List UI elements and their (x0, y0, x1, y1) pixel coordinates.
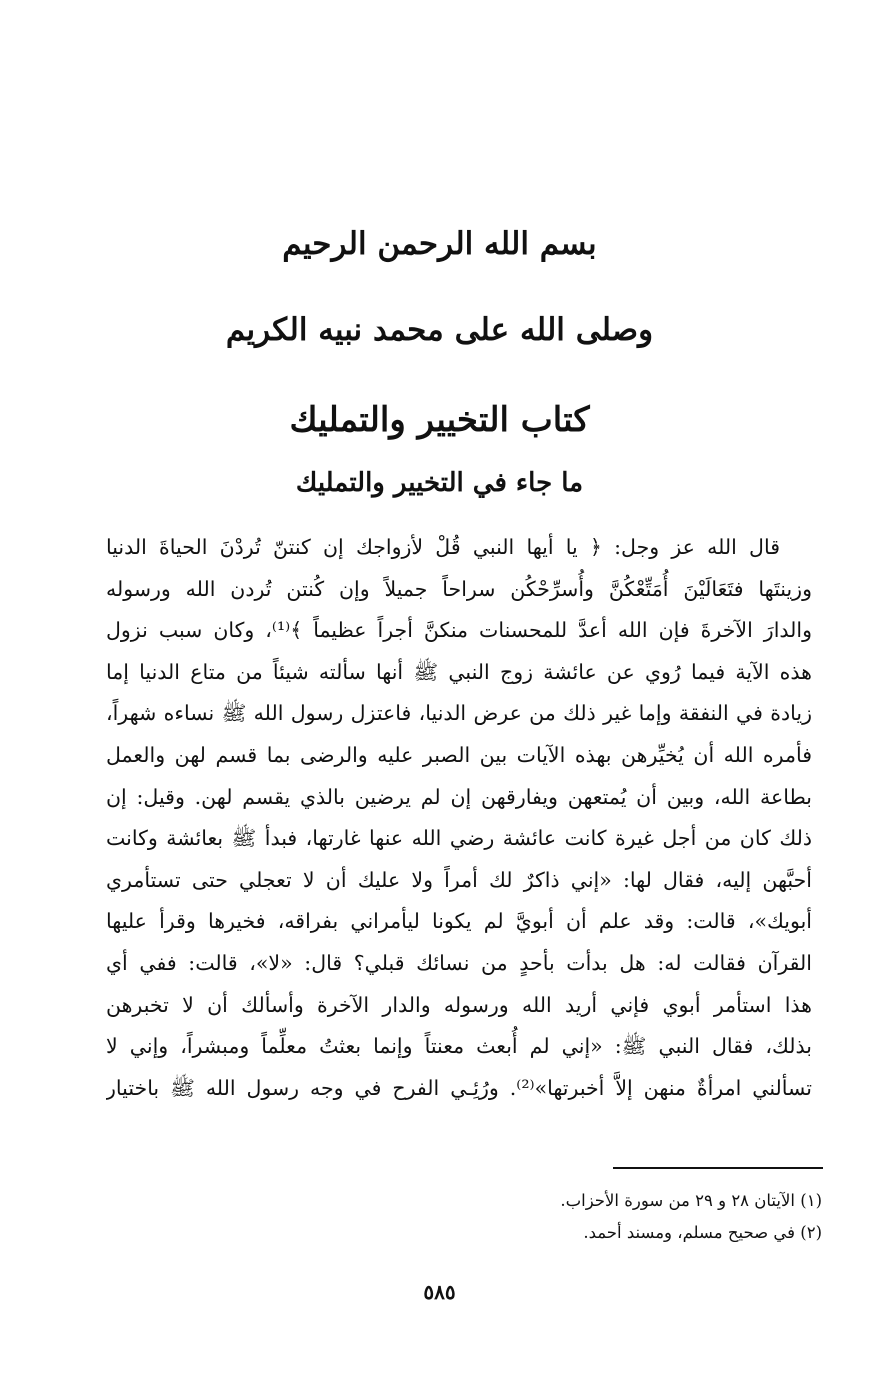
body-line: والدارَ الآخرةَ فإن الله أعدَّ للمحسنات منكنَّ أجراً عظيماً ﴾⁽¹⁾، وكان سبب نزول (106, 618, 812, 643)
body-line: أحبَّهن إليه، فقال لها: «إني ذاكرٌ لك أمراً ولا عليك أن لا تعجلي حتى تستأمري (106, 867, 812, 892)
body-line: تسألني امرأةٌ منهن إلاَّ أخبرتها»⁽²⁾. ورُئِـي الفرح في وجه رسول الله ﷺ باختيار (106, 1075, 812, 1100)
chapter-title: ما جاء في التخيير والتمليك (295, 468, 584, 498)
body-line: بطاعة الله، وبين أن يُمتعهن ويفارقهن إن لم يرضين بالذي يقسم لهن. وقيل: إن (106, 784, 812, 809)
body-line: هذه الآية فيما رُوي عن عائشة زوج النبي ﷺ أنها سألته شيئاً من متاع الدنيا إما (106, 659, 812, 684)
basmala-heading: بسم الله الرحمن الرحيم (282, 226, 597, 262)
body-line: القرآن فقالت له: هل بدأت بأحدٍ من نسائك قبلي؟ قال: «لا»، قالت: ففي أي (106, 950, 812, 975)
body-line: بذلك، فقال النبي ﷺ: «إني لم أُبعث معنتاً وإنما بعثتُ معلِّماً ومبشراً، وإني لا (106, 1034, 812, 1059)
book-title: كتاب التخيير والتمليك (289, 400, 590, 440)
salawat-heading: وصلى الله على محمد نبيه الكريم (225, 312, 654, 348)
footnotes (360, 1185, 822, 1249)
body-line: أبويك»، قالت: وقد علم أن أبويَّ لم يكونا ليأمراني بفراقه، فخيرها وقرأ عليها (106, 909, 812, 934)
footnote-divider (613, 1167, 823, 1169)
body-line: هذا استأمر أبوي فإني أريد الله ورسوله والدار الآخرة وأسألك أن لا تخبرهن (106, 992, 812, 1017)
page-number: ٥٨٥ (423, 1280, 456, 1304)
footnote-1: (١) الآيتان ٢٨ و ٢٩ من سورة الأحزاب. (560, 1191, 822, 1210)
body-line: وزينتَها فتَعَالَيْنَ أُمَتِّعْكُنَّ وأُسرِّحْكُن سراحاً جميلاً وإن كُنتن تُردن الله ورسوله (106, 576, 812, 601)
body-text (106, 527, 812, 1109)
body-line: قال الله عز وجل: ﴿ يا أيها النبي قُلْ لأزواجك إن كنتنّ تُردْنَ الحياةَ الدنيا (106, 535, 780, 559)
body-line: فأمره الله أن يُخيِّرهن بهذه الآيات بين الصبر عليه والرضى بما قسم لهن والعمل (106, 742, 812, 767)
footnote-2: (٢) في صحيح مسلم، ومسند أحمد. (583, 1223, 822, 1242)
body-line: زيادة في النفقة وإما غير ذلك من عرض الدنيا، فاعتزل رسول الله ﷺ نساءه شهراً، (106, 701, 812, 726)
body-line: ذلك كان من أجل غيرة كانت عائشة رضي الله عنها غارتها، فبدأ ﷺ بعائشة وكانت (106, 826, 812, 851)
